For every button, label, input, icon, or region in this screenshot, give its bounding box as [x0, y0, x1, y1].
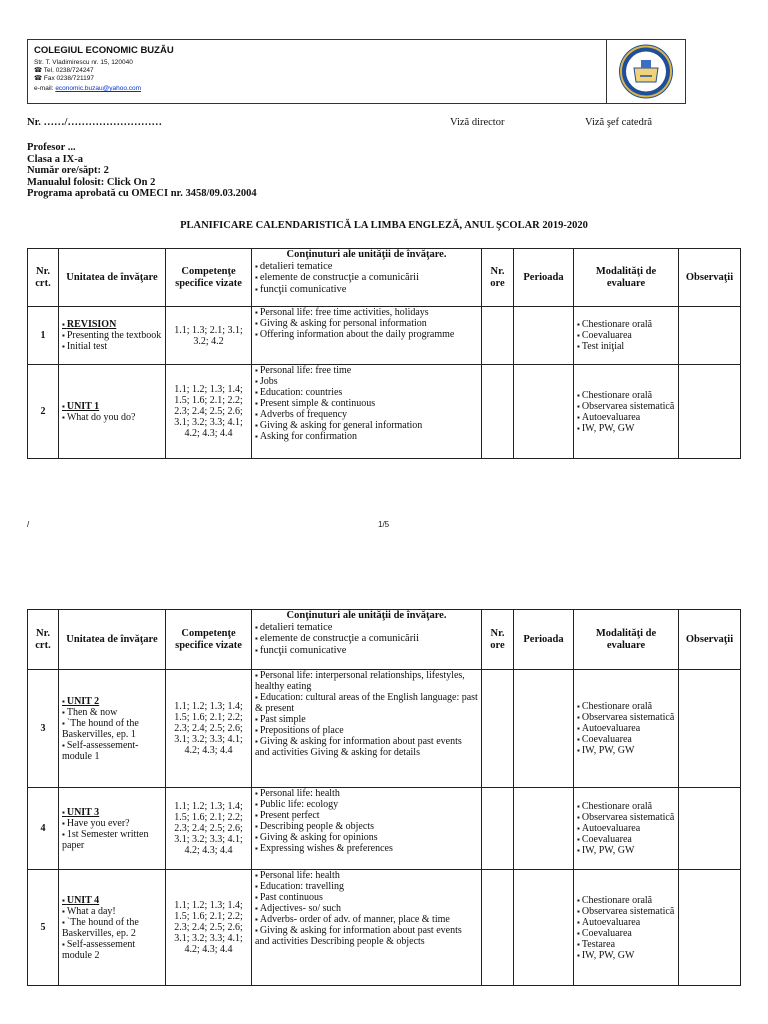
- unit-item: ▪ What do you do?: [62, 412, 162, 423]
- evaluare-item: ▪ IW, PW, GW: [577, 745, 675, 756]
- continut-item: ▪ Present perfect: [255, 810, 478, 821]
- school-address: Str. T. Vladimirescu nr. 15, 120040: [34, 59, 133, 66]
- continut-item: ▪ Prepositions of place: [255, 725, 478, 736]
- continuturi-cell: [252, 365, 482, 459]
- evaluare-item: ▪ Observarea sistematică: [577, 712, 675, 723]
- continut-item: ▪ Personal life: health: [255, 870, 478, 881]
- competente-cell: 1.1; 1.2; 1.3; 1.4; 1.5; 1.6; 2.1; 2.2; 2.3; 2.4; 2.5; 2.6; 3.1; 3.2; 3.3; 4.1; 4.2; 4.3; 4.4: [166, 670, 252, 788]
- unit-cell: [59, 670, 166, 788]
- unit-item: ▪ Self-assessement module 2: [62, 939, 162, 961]
- unit-item: ▪ `The hound of the Baskervilles, ep. 1: [62, 718, 162, 740]
- continut-item: ▪ Jobs: [255, 376, 478, 387]
- nr-ore-cell: [482, 788, 514, 870]
- header-unitatea: Unitatea de învăţare: [59, 610, 166, 670]
- header-continuturi-title: Conţinuturi ale unităţii de învăţare.: [286, 249, 447, 260]
- unit-cell: [59, 788, 166, 870]
- document-meta: [27, 142, 257, 200]
- evaluare-item: ▪ Chestionare orală: [577, 701, 675, 712]
- header-continuturi-item: ▪ funcţii comunicative: [255, 645, 478, 657]
- continut-item: ▪ Personal life: interpersonal relationships, lifestyles, healthy eating: [255, 670, 478, 692]
- header-observatii: Observaţii: [679, 610, 741, 670]
- continut-item: ▪ Giving & asking for information about past events and activities Describing people & objects: [255, 925, 478, 947]
- evaluare-item: ▪ Test iniţial: [577, 341, 675, 352]
- header-perioada: Perioada: [514, 249, 574, 307]
- header-modalitati: Modalităţi de evaluare: [574, 249, 679, 307]
- evaluare-item: ▪ IW, PW, GW: [577, 845, 675, 856]
- header-nr: Nr. crt.: [28, 610, 59, 670]
- continut-item: ▪ Personal life: free time activities, holidays: [255, 307, 478, 318]
- perioada-cell: [514, 870, 574, 986]
- school-logo-icon: [607, 40, 685, 103]
- evaluare-item: ▪ Observarea sistematică: [577, 812, 675, 823]
- evaluare-item: ▪ Coevaluarea: [577, 734, 675, 745]
- perioada-cell: [514, 788, 574, 870]
- unit-item: ▪ Then & now: [62, 707, 162, 718]
- header-modalitati: Modalităţi de evaluare: [574, 610, 679, 670]
- continuturi-cell: [252, 870, 482, 986]
- header-continuturi: [252, 249, 482, 307]
- competente-cell: 1.1; 1.3; 2.1; 3.1; 3.2; 4.2: [166, 307, 252, 365]
- unit-cell: [59, 870, 166, 986]
- unit-item: ▪ Have you ever?: [62, 818, 162, 829]
- continut-item: ▪ Past simple: [255, 714, 478, 725]
- header-observatii: Observaţii: [679, 249, 741, 307]
- unit-item: ▪ Initial test: [62, 341, 162, 352]
- continut-item: ▪ Giving & asking for information about past events and activities Giving & asking for details: [255, 736, 478, 758]
- continut-item: ▪ Personal life: health: [255, 788, 478, 799]
- header-continuturi: [252, 610, 482, 670]
- manual: Manualul folosit: Click On 2: [27, 176, 156, 188]
- unit-title: ▪ UNIT 3: [62, 807, 162, 818]
- continuturi-cell: [252, 670, 482, 788]
- unit-title: ▪ UNIT 1: [62, 401, 162, 412]
- observatii-cell: [679, 870, 741, 986]
- row-number: 4: [28, 788, 59, 870]
- observatii-cell: [679, 307, 741, 365]
- evaluare-item: ▪ Autoevaluarea: [577, 723, 675, 734]
- header-competente: Competenţe specifice vizate: [166, 249, 252, 307]
- perioada-cell: [514, 307, 574, 365]
- continut-item: ▪ Personal life: free time: [255, 365, 478, 376]
- header-nr-ore: Nr. ore: [482, 249, 514, 307]
- evaluare-cell: [574, 870, 679, 986]
- continut-item: ▪ Adverbs of frequency: [255, 409, 478, 420]
- unit-cell: [59, 365, 166, 459]
- header-competente: Competenţe specifice vizate: [166, 610, 252, 670]
- header-perioada: Perioada: [514, 610, 574, 670]
- observatii-cell: [679, 670, 741, 788]
- continut-item: ▪ Education: countries: [255, 387, 478, 398]
- continuturi-cell: [252, 788, 482, 870]
- planning-table-page-2: [27, 609, 741, 986]
- evaluare-item: ▪ Coevaluarea: [577, 928, 675, 939]
- programa: Programa aprobată cu OMECI nr. 3458/09.03.2004: [27, 188, 257, 199]
- evaluare-item: ▪ Chestionare orală: [577, 801, 675, 812]
- continut-item: ▪ Education: travelling: [255, 881, 478, 892]
- continut-item: ▪ Giving & asking for general information: [255, 420, 478, 431]
- nr-ore-cell: [482, 307, 514, 365]
- header-nr: Nr. crt.: [28, 249, 59, 307]
- viza-director: Viză director: [450, 117, 505, 128]
- evaluare-cell: [574, 788, 679, 870]
- table-header-row: [28, 249, 741, 307]
- unit-title: ▪ UNIT 4: [62, 895, 162, 906]
- table-row: [28, 670, 741, 788]
- email-label: e-mail:: [34, 85, 56, 92]
- continut-item: ▪ Present simple & continuous: [255, 398, 478, 409]
- evaluare-item: ▪ IW, PW, GW: [577, 423, 675, 434]
- unit-item: ▪ 1st Semester written paper: [62, 829, 162, 851]
- header-continuturi-item: ▪ elemente de construcţie a comunicării: [255, 272, 478, 284]
- competente-cell: 1.1; 1.2; 1.3; 1.4; 1.5; 1.6; 2.1; 2.2; 2.3; 2.4; 2.5; 2.6; 3.1; 3.2; 3.3; 4.1; 4.2; 4.3; 4.4: [166, 365, 252, 459]
- evaluare-item: ▪ Autoevaluarea: [577, 823, 675, 834]
- competente-cell: 1.1; 1.2; 1.3; 1.4; 1.5; 1.6; 2.1; 2.2; 2.3; 2.4; 2.5; 2.6; 3.1; 3.2; 3.3; 4.1; 4.2; 4.3; 4.4: [166, 788, 252, 870]
- table-row: [28, 870, 741, 986]
- evaluare-item: ▪ Observarea sistematică: [577, 401, 675, 412]
- school-header: [27, 39, 607, 104]
- continut-item: ▪ Describing people & objects: [255, 821, 478, 832]
- evaluare-item: ▪ Coevaluarea: [577, 330, 675, 341]
- header-continuturi-item: ▪ elemente de construcţie a comunicării: [255, 633, 478, 645]
- email-link[interactable]: economic.buzau@yahoo.com: [55, 85, 142, 92]
- numar-ore: Număr ore/săpt: 2: [27, 165, 109, 176]
- unit-title: ▪ UNIT 2: [62, 696, 162, 707]
- evaluare-cell: [574, 365, 679, 459]
- header-continuturi-item: ▪ detalieri tematice: [255, 261, 478, 273]
- nr-ore-cell: [482, 365, 514, 459]
- unit-title: ▪ REVISION: [62, 319, 162, 330]
- continut-item: ▪ Education: cultural areas of the English language: past & present: [255, 692, 478, 714]
- table-row: [28, 365, 741, 459]
- unit-item: ▪ Presenting the textbook: [62, 330, 162, 341]
- observatii-cell: [679, 788, 741, 870]
- unit-item: ▪ Self-assessement-module 1: [62, 740, 162, 762]
- evaluare-item: ▪ Chestionare orală: [577, 390, 675, 401]
- perioada-cell: [514, 670, 574, 788]
- school-tel: ☎ Tel. 0238/724247: [34, 67, 94, 74]
- registration-number: Nr. ……/………………………: [27, 117, 162, 128]
- continut-item: ▪ Public life: ecology: [255, 799, 478, 810]
- continut-item: ▪ Giving & asking for opinions: [255, 832, 478, 843]
- continut-item: ▪ Past continuous: [255, 892, 478, 903]
- profesor: Profesor ...: [27, 142, 76, 153]
- header-nr-ore: Nr. ore: [482, 610, 514, 670]
- observatii-cell: [679, 365, 741, 459]
- competente-cell: 1.1; 1.2; 1.3; 1.4; 1.5; 1.6; 2.1; 2.2; 2.3; 2.4; 2.5; 2.6; 3.1; 3.2; 3.3; 4.1; 4.2; 4.3; 4.4: [166, 870, 252, 986]
- row-number: 1: [28, 307, 59, 365]
- clasa: Clasa a IX-a: [27, 153, 84, 165]
- table-row: [28, 307, 741, 365]
- evaluare-item: ▪ Autoevaluarea: [577, 412, 675, 423]
- nr-ore-cell: [482, 870, 514, 986]
- footer-left: /: [27, 520, 30, 529]
- viza-sef-catedra: Viză şef catedră: [585, 117, 652, 128]
- evaluare-cell: [574, 307, 679, 365]
- document-title: PLANIFICARE CALENDARISTICĂ LA LIMBA ENGLEZĂ, ANUL ŞCOLAR 2019-2020: [180, 220, 588, 231]
- row-number: 2: [28, 365, 59, 459]
- continuturi-cell: [252, 307, 482, 365]
- evaluare-item: ▪ IW, PW, GW: [577, 950, 675, 961]
- school-email-line: [34, 85, 141, 92]
- table-header-row: [28, 610, 741, 670]
- evaluare-item: ▪ Autoevaluarea: [577, 917, 675, 928]
- header-continuturi-item: ▪ funcţii comunicative: [255, 284, 478, 296]
- evaluare-item: ▪ Testarea: [577, 939, 675, 950]
- row-number: 5: [28, 870, 59, 986]
- school-fax: ☎ Fax 0238/721197: [34, 75, 95, 82]
- header-continuturi-title: Conţinuturi ale unităţii de învăţare.: [286, 610, 447, 621]
- header-unitatea: Unitatea de învăţare: [59, 249, 166, 307]
- header-continuturi-item: ▪ detalieri tematice: [255, 622, 478, 634]
- nr-ore-cell: [482, 670, 514, 788]
- continut-item: ▪ Giving & asking for personal information: [255, 318, 478, 329]
- continut-item: ▪ Adjectives- so/ such: [255, 903, 478, 914]
- evaluare-item: ▪ Observarea sistematică: [577, 906, 675, 917]
- row-number: 3: [28, 670, 59, 788]
- table-row: [28, 788, 741, 870]
- continut-item: ▪ Adverbs- order of adv. of manner, place & time: [255, 914, 478, 925]
- planning-table-page-1: [27, 248, 741, 459]
- page-number: 1/5: [378, 520, 390, 529]
- perioada-cell: [514, 365, 574, 459]
- evaluare-item: ▪ Coevaluarea: [577, 834, 675, 845]
- continut-item: ▪ Asking for confirmation: [255, 431, 478, 442]
- logo-box: [606, 39, 686, 104]
- unit-item: ▪ `The hound of the Baskervilles, ep. 2: [62, 917, 162, 939]
- unit-cell: [59, 307, 166, 365]
- evaluare-item: ▪ Chestionare orală: [577, 895, 675, 906]
- continut-item: ▪ Offering information about the daily programme: [255, 329, 478, 340]
- school-name: COLEGIUL ECONOMIC BUZĂU: [34, 45, 174, 56]
- evaluare-item: ▪ Chestionare orală: [577, 319, 675, 330]
- continut-item: ▪ Expressing wishes & preferences: [255, 843, 478, 854]
- unit-item: ▪ What a day!: [62, 906, 162, 917]
- evaluare-cell: [574, 670, 679, 788]
